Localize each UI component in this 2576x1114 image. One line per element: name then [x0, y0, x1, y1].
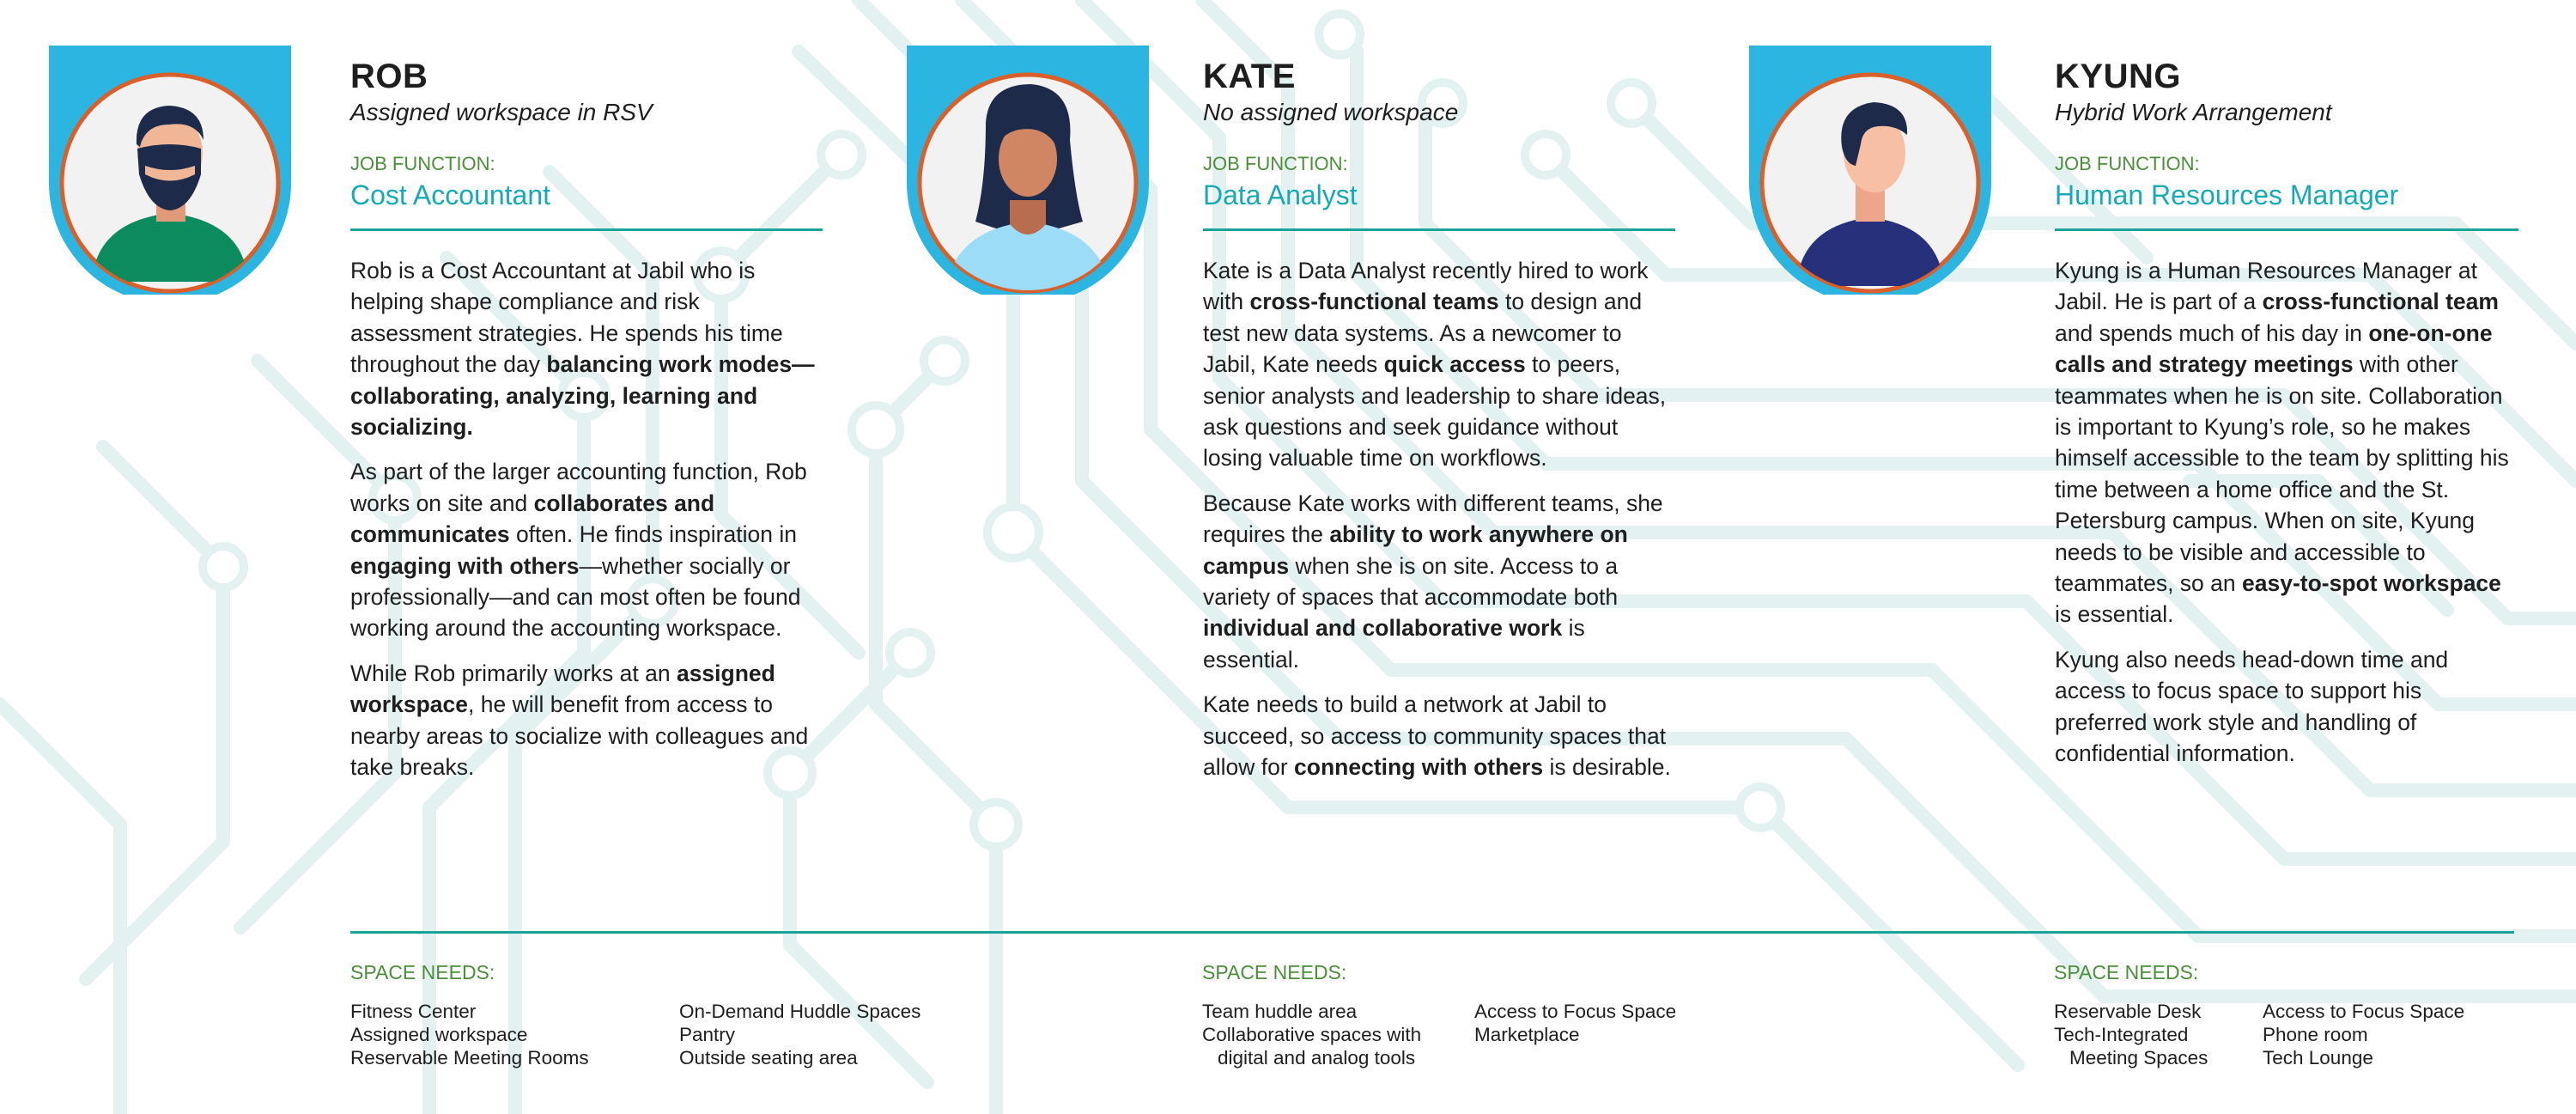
persona-bio [350, 255, 823, 783]
persona-name: ROB [350, 58, 428, 95]
persona-bio [1203, 255, 1675, 783]
space-need-item: Pantry [679, 1024, 736, 1045]
space-needs-label: SPACE NEEDS: [1202, 961, 1347, 983]
space-needs-label: SPACE NEEDS: [2054, 961, 2199, 983]
job-function-label: JOB FUNCTION: [2055, 153, 2200, 174]
job-title: Human Resources Manager [2055, 180, 2399, 210]
bio-text: Because Kate works with different teams, she requires the [1203, 490, 1663, 548]
persona-subtitle: Assigned workspace in RSV [350, 99, 653, 125]
job-function-label: JOB FUNCTION: [350, 153, 495, 174]
bio-text: —whether socially or professionally—and can most often be found working around the accounting workspace. [350, 552, 801, 642]
bio-emphasis: cross-functional team [2262, 289, 2499, 315]
bio-emphasis: connecting with others [1294, 754, 1544, 781]
space-need-item: Collaborative spaces with [1202, 1024, 1422, 1045]
bio-text: Kyung is a Human Resources Manager at Jabil. He is part of a [2055, 258, 2477, 315]
bio-emphasis: assigned workspace [350, 660, 775, 718]
bio-paragraph [350, 255, 823, 442]
bio-text: often. He finds inspiration in [509, 521, 797, 548]
bio-emphasis: easy-to-spot workspace [2242, 570, 2501, 597]
divider [350, 228, 823, 231]
space-needs-kate [1202, 960, 1717, 1077]
divider [1203, 228, 1675, 231]
kyung-avatar [1749, 46, 1991, 295]
bio-text: to design and test new data systems. As a newcomer to Jabil, Kate needs [1203, 289, 1643, 378]
space-need-item: On-Demand Huddle Spaces [679, 1001, 921, 1022]
bio-emphasis: ability to work anywhere on campus [1203, 521, 1628, 579]
job-title: Data Analyst [1203, 180, 1358, 210]
bio-text: Kate is a Data Analyst recently hired to work with [1203, 258, 1649, 315]
bio-text: is desirable. [1543, 754, 1671, 781]
bio-paragraph [350, 658, 823, 783]
bio-emphasis: quick access [1383, 351, 1526, 378]
space-needs-label: SPACE NEEDS: [350, 961, 495, 983]
space-needs-column [2054, 1000, 2208, 1069]
bio-paragraph [1203, 488, 1675, 675]
bio-text: and spends much of his day in [2055, 320, 2369, 346]
bio-text: Kyung also needs head-down time and access to focus space to support his preferred work style and handling of confidential information. [2055, 646, 2449, 767]
space-need-item: Access to Focus Space [1474, 1001, 1677, 1022]
space-needs-column [1202, 1000, 1421, 1069]
space-needs-column [679, 1000, 920, 1069]
space-needs-column [350, 1000, 589, 1069]
bio-text: Rob is a Cost Accountant at Jabil who is helping shape compliance and risk assessment strategies. He spends his time throughout the day [350, 258, 783, 378]
divider [2055, 228, 2518, 231]
persona-name: KATE [1203, 58, 1296, 95]
space-need-item: Tech Lounge [2263, 1047, 2373, 1068]
bio-text: , he will benefit from access to nearby areas to socialize with colleagues and take breaks. [350, 691, 809, 781]
space-need-item: Access to Focus Space [2263, 1001, 2465, 1022]
space-need-item: Reservable Desk [2054, 1001, 2202, 1022]
job-title: Cost Accountant [350, 180, 551, 210]
bio-emphasis: cross-functional teams [1249, 289, 1499, 315]
bio-text: is essential. [1203, 615, 1585, 673]
bio-text: Kate needs to build a network at Jabil to succeed, so access to community spaces that allow for [1203, 691, 1667, 781]
space-need-item: digital and analog tools [1218, 1047, 1416, 1068]
job-function-label: JOB FUNCTION: [1203, 153, 1348, 174]
space-needs-column [1474, 1000, 1676, 1046]
bio-text: While Rob primarily works at an [350, 660, 677, 686]
bio-emphasis: collaborates and communicates [350, 490, 715, 548]
bio-text: when she is on site. Access to a variety of spaces that accommodate both [1203, 552, 1619, 611]
bio-paragraph [1203, 255, 1675, 474]
space-need-item: Assigned workspace [350, 1024, 528, 1045]
bio-paragraph [2055, 255, 2518, 630]
persona-name: KYUNG [2055, 58, 2181, 95]
kate-avatar [907, 46, 1149, 295]
space-needs-rob [350, 960, 951, 1077]
space-needs-column [2263, 1000, 2464, 1069]
bio-emphasis: engaging with others [350, 552, 580, 579]
bio-paragraph [350, 456, 823, 643]
bio-text: is essential. [2055, 601, 2174, 628]
bio-text: As part of the larger accounting function, Rob works on site and [350, 459, 807, 516]
persona-subtitle: No assigned workspace [1203, 99, 1459, 125]
space-need-item: Outside seating area [679, 1047, 858, 1068]
bio-emphasis: individual and collaborative work [1203, 615, 1563, 642]
space-needs-kyung [2054, 960, 2518, 1077]
space-need-item: Team huddle area [1202, 1001, 1358, 1022]
space-need-item: Phone room [2263, 1024, 2368, 1045]
bio-text: with other teammates when he is on site. Collaboration is important to Kyung’s role, so he makes himself accessible to the team by splitting his time between a home office and the St. Petersburg campus. When on site, Kyung needs to be visible and accessible to teammates, so an [2055, 351, 2509, 597]
space-needs-divider [350, 931, 2514, 934]
space-need-item: Tech-Integrated [2054, 1024, 2189, 1045]
persona-bio [2055, 255, 2518, 770]
bio-paragraph [2055, 644, 2518, 770]
space-need-item: Reservable Meeting Rooms [350, 1047, 589, 1068]
space-need-item: Marketplace [1474, 1024, 1580, 1045]
bio-text: to peers, senior analysts and leadership to share ideas, ask questions and seek guidance without losing valuable time on workflows. [1203, 351, 1667, 472]
space-need-item: Fitness Center [350, 1001, 477, 1022]
persona-subtitle: Hybrid Work Arrangement [2055, 99, 2332, 125]
space-need-item: Meeting Spaces [2069, 1047, 2208, 1068]
bio-emphasis: one-on-one calls and strategy meetings [2055, 320, 2493, 378]
rob-avatar [49, 46, 291, 295]
bio-paragraph [1203, 689, 1675, 782]
bio-emphasis: balancing work modes—collaborating, analyzing, learning and socializing. [350, 351, 815, 441]
